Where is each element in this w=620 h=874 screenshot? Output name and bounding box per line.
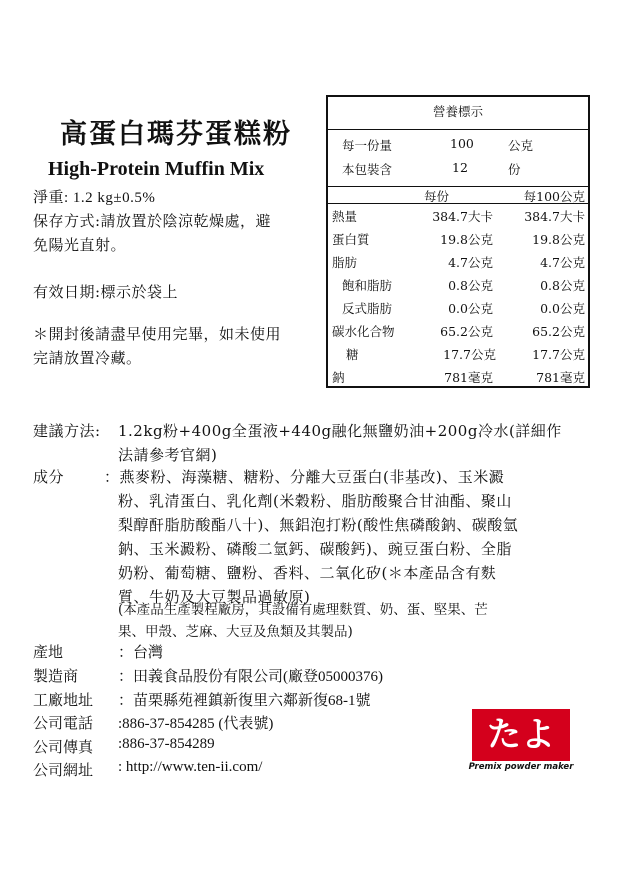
- nutrition-row: 糖 17.7公克 17.7公克: [346, 347, 585, 362]
- method-label: 建議方法:: [33, 422, 101, 440]
- nutrition-serving-info: [328, 130, 588, 187]
- nutrition-row: 飽和脂肪 0.8公克 0.8公克: [342, 278, 585, 293]
- method-line-2: 法請參考官網): [118, 446, 218, 464]
- info-label: 公司網址: [33, 761, 94, 779]
- serving-size-value: 100: [450, 136, 474, 151]
- info-value: :886-37-854289: [118, 736, 215, 752]
- serving-size-unit: 公克: [508, 138, 534, 153]
- info-label: 公司電話: [33, 714, 94, 732]
- nutrition-row: 熱量 384.7大卡 384.7大卡: [332, 209, 585, 224]
- nutrition-table: [326, 95, 590, 388]
- nutrition-rows: [328, 204, 588, 389]
- notice-line-1: ＊開封後請盡早使用完畢，如未使用: [33, 325, 282, 343]
- ingredients-line: 鈉、玉米澱粉、磷酸二氫鈣、碳酸鈣)、豌豆蛋白粉、全脂: [118, 540, 512, 558]
- servings-label: 本包裝含: [342, 162, 393, 177]
- product-title-zh: 高蛋白瑪芬蛋糕粉: [60, 119, 292, 150]
- ingredients-line: ：燕麥粉、海藻糖、糖粉、分離大豆蛋白(非基改)、玉米澱: [104, 468, 505, 486]
- storage-line-2: 免陽光直射。: [33, 236, 127, 254]
- nutrition-row: 鈉 781毫克 781毫克: [332, 370, 585, 385]
- logo-text: たよし: [487, 715, 555, 807]
- allergen-line-1: (本產品生產製程廠房，其設備有處理麩質、奶、蛋、堅果、芒: [118, 602, 488, 618]
- method-line-1: 1.2kg粉+400g全蛋液+440g融化無鹽奶油+200g冷水(詳細作: [118, 422, 562, 440]
- expiry-date: 有效日期:標示於袋上: [33, 283, 179, 301]
- brand-logo: [462, 709, 580, 807]
- product-title-en: High-Protein Muffin Mix: [48, 158, 265, 180]
- allergen-line-2: 果、甲殼、芝麻、大豆及魚類及其製品): [118, 624, 353, 640]
- info-value: :886-37-854285 (代表號): [118, 716, 274, 732]
- nutrition-column-headers: [328, 187, 588, 204]
- servings-unit: 份: [508, 162, 521, 177]
- nutrition-row: 反式脂肪 0.0公克 0.0公克: [342, 301, 585, 316]
- logo-subtitle: Premix powder maker: [468, 762, 574, 772]
- servings-value: 12: [452, 160, 468, 175]
- ingredients-line: 質、牛奶及大豆製品過敏原): [118, 588, 311, 606]
- nutrition-header: 營養標示: [328, 97, 588, 130]
- ingredients-line: 粉、乳清蛋白、乳化劑(米穀粉、脂肪酸聚合甘油酯、聚山: [118, 492, 512, 510]
- net-weight: 淨重: 1.2 kg±0.5%: [33, 190, 156, 206]
- info-value: ：台灣: [118, 645, 164, 661]
- allergen-note: [118, 599, 488, 643]
- info-value[interactable]: : http://www.ten-ii.com/: [118, 759, 263, 775]
- notice-line-2: 完請放置冷藏。: [33, 349, 142, 367]
- info-value: ：苗栗縣苑裡鎮新復里六鄰新復68-1號: [118, 693, 371, 709]
- ingredients-line: 奶粉、葡萄糖、鹽粉、香料、二氧化矽(＊本產品含有麩: [118, 564, 497, 582]
- nutrition-row: 蛋白質 19.8公克 19.8公克: [332, 232, 585, 247]
- serving-size-label: 每一份量: [342, 138, 393, 153]
- ingredients-line: 梨醇酐脂肪酸酯八十)、無鋁泡打粉(酸性焦磷酸鈉、碳酸氫: [118, 516, 519, 534]
- info-label: 製造商: [33, 667, 79, 685]
- col-per-100g: 每100公克: [523, 189, 585, 204]
- info-value: ：田義食品股份有限公司(廠登05000376): [118, 669, 383, 685]
- ingredients-label: 成分: [33, 468, 65, 486]
- nutrition-row: 碳水化合物 65.2公克 65.2公克: [332, 324, 585, 339]
- info-label: 產地: [33, 643, 64, 661]
- storage-line-1: 保存方式:請放置於陰涼乾燥處，避: [33, 212, 272, 230]
- nutrition-row: 脂肪 4.7公克 4.7公克: [332, 255, 585, 270]
- info-label: 工廠地址: [33, 691, 94, 709]
- info-label: 公司傳真: [33, 738, 94, 756]
- col-per-serving: 每份: [424, 189, 450, 204]
